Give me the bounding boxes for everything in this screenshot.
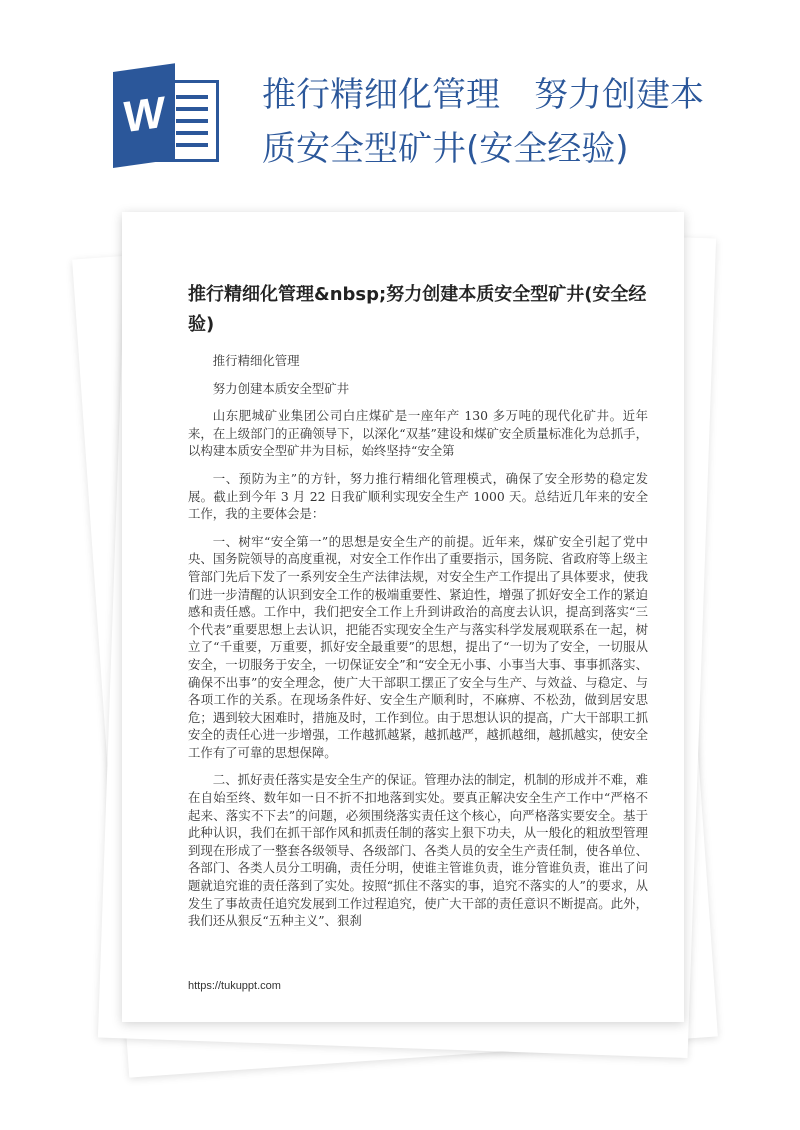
page-title <box>262 68 762 176</box>
footer-url[interactable]: https://tukuppt.com <box>188 980 281 992</box>
page-title-line-1: 推行精细化管理 努力创建本 <box>262 75 704 115</box>
paragraph: 努力创建本质安全型矿井 <box>212 380 350 396</box>
paragraph: 推行精细化管理 <box>212 353 300 368</box>
paragraph: 山东肥城矿业集团公司白庄煤矿是一座年产 130 多万吨的现代化矿井。近年来，在上级部门的正确领导下，以深化“双基”建设和煤矿安全质量标准化为总抓手，以构建本质安全型矿井为目标，始终坚持“安全第 <box>188 408 648 459</box>
paragraph: 二、抓好责任落实是安全生产的保证。管理办法的制定，机制的形成并不难，难在自始至终、数年如一日不折不扣地落到实处。要真正解决安全生产工作中“严格不起来、落实不下去”的问题，必须围绕落实责任这个核心，向严格落实要安全。基于此种认识，我们在抓干部作风和抓责任制的落实上狠下功夫，从一般化的粗放型管理到现在形成了一整套各级领导、各级部门、各类人员的安全生产责任制，使各单位、各部门、各类人员分工明确，责任分明，使谁主管谁负责，谁分管谁负责，谁出了问题就追究谁的责任落到了实处。按照“抓住不落实的事，追究不落实的人”的要求，从发生了事故责任追究发展到工作过程追究，使广大干部的责任意识不断提高。此外，我们还从狠反“五种主义”、狠刹 <box>188 772 648 929</box>
page-title-line-2: 质安全型矿井(安全经验) <box>262 129 629 169</box>
paragraph: 一、预防为主”的方针，努力推行精细化管理模式，确保了安全形势的稳定发展。截止到今年 3 月 22 日我矿顺利实现安全生产 1000 天。总结近几年来的安全工作，我的主要体会是： <box>188 470 648 522</box>
document-body <box>188 352 648 940</box>
document-page <box>122 212 684 1022</box>
paragraph: 一、树牢“安全第一”的思想是安全生产的前提。近年来，煤矿安全引起了党中央、国务院领导的高度重视，对安全工作作出了重要指示，国务院、省政府等上级主管部门先后下发了一系列安全生产法律法规，对安全生产工作提出了具体要求，使我们进一步清醒的认识到安全工作的极端重要性、紧迫性，增强了抓好安全工作的紧迫感和责任感。工作中，我们把安全工作上升到讲政治的高度去认识，提高到落实“三个代表”重要思想上去认识，把能否实现安全生产与落实科学发展观联系在一起，树立了“千重要，万重要，抓好安全最重要”的思想，提出了“一切为了安全，一切服从安全，一切服务于安全，一切保证安全”和“安全无小事、小事当大事、事事抓落实、确保不出事”的安全理念，使广大干部职工摆正了安全与生产、与效益、与稳定、与各项工作的关系。在现场条件好、安全生产顺利时，不麻痹、不松劲，做到居安思危；遇到较大困难时，措施及时，工作到位。由于思想认识的提高，广大干部职工抓安全的责任心进一步增强，工作越抓越紧，越抓越严，越抓越细，越抓越实，使安全工作有了可靠的思想保障。 <box>188 533 648 760</box>
word-document-icon <box>113 72 223 168</box>
word-w-letter: W <box>113 63 175 168</box>
document-title: 推行精细化管理&nbsp;努力创建本质安全型矿井(安全经验) <box>188 284 647 335</box>
